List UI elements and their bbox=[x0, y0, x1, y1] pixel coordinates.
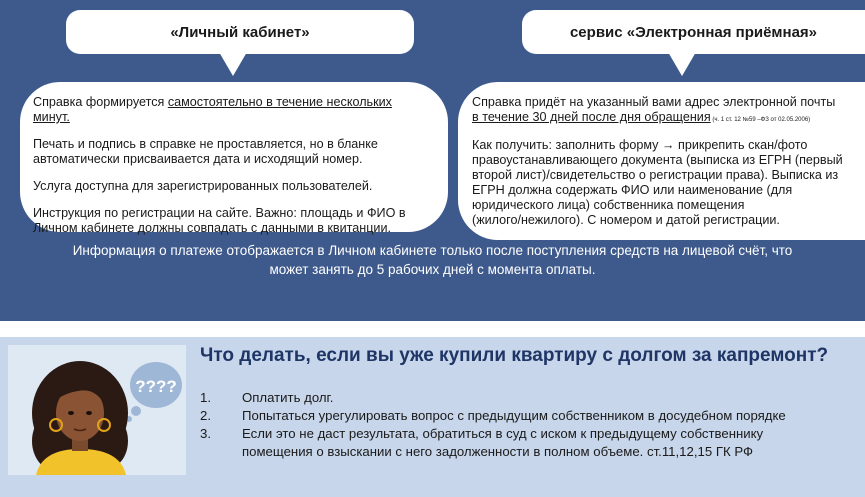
personal-account-info-bubble bbox=[20, 82, 448, 235]
personal-account-para-4 bbox=[33, 206, 443, 236]
debt-question-title: Что делать, если вы уже купили квартиру с долгом за капремонт? bbox=[200, 345, 829, 366]
list-item-number: 2. bbox=[200, 408, 211, 423]
p1-underlined: самостоятельно в течение нескольких bbox=[167, 95, 392, 109]
personal-account-para-3: Услуга доступна для зарегистрированных пользователей. bbox=[33, 179, 373, 193]
p4-line-2: Личном кабинете должны совпадать с данными в квитанции. bbox=[33, 221, 391, 235]
e-reception-title: сервис «Электронная приёмная» bbox=[569, 23, 818, 41]
list-item bbox=[200, 407, 842, 425]
r-p2-line-4: ЕГРН должна содержать ФИО или наименование (для bbox=[472, 183, 793, 197]
thought-bubble-text: ???? bbox=[135, 377, 177, 396]
p2-line-2: автоматически присваивается дата и исходящий номер. bbox=[33, 152, 363, 166]
list-item-continuation bbox=[200, 443, 842, 461]
section-divider bbox=[0, 321, 865, 337]
r-p1-line-1: Справка придёт на указанный вами адрес электронной почты bbox=[472, 95, 836, 109]
footnote-line-1: Информация о платеже отображается в Личном кабинете только после поступления средств на лицевой счёт, что bbox=[72, 243, 793, 258]
e-reception-info-bubble bbox=[458, 82, 865, 240]
r-p2-line-1: Как получить: заполнить форму → прикрепить скан/фото bbox=[472, 138, 808, 152]
e-reception-bubble-tail bbox=[668, 52, 696, 76]
r-p2-line-6: (жилого/нежилого). С номером и датой регистрации. bbox=[472, 213, 780, 227]
r-p2-line-5: юридического лица) собственника помещения bbox=[472, 198, 745, 212]
r-p2-line-3: второй лист)/свидетельство о регистрации права). Выписка из bbox=[472, 168, 839, 182]
list-item-text: помещения о взыскании с него задолженности в полном объеме. ст.11,12,15 ГК РФ bbox=[242, 444, 754, 459]
footnote-line-2: может занять до 5 рабочих дней с момента оплаты. bbox=[269, 262, 596, 277]
list-item-number-spacer bbox=[200, 443, 242, 461]
r-p1-underlined: в течение 30 дней после дня обращения bbox=[472, 110, 711, 124]
p4-line-1: Инструкция по регистрации на сайте. Важно: площадь и ФИО в bbox=[33, 206, 406, 220]
p1-text: Справка формируется bbox=[33, 95, 168, 109]
personal-account-bubble-tail bbox=[219, 52, 247, 76]
thinking-woman-icon bbox=[8, 345, 186, 475]
personal-account-para-2 bbox=[33, 137, 443, 167]
debt-faq-panel bbox=[0, 337, 865, 497]
list-item bbox=[200, 425, 842, 443]
debt-steps-list bbox=[200, 389, 842, 461]
list-item-text: Попытаться урегулировать вопрос с предыдущим собственником в досудебном порядке bbox=[242, 408, 786, 423]
personal-account-title-bubble bbox=[66, 10, 414, 54]
list-item-number: 3. bbox=[200, 426, 211, 441]
p2-line-1: Печать и подпись в справке не проставляется, но в бланке bbox=[33, 137, 378, 151]
e-reception-title-bubble bbox=[522, 10, 865, 54]
personal-account-title: «Личный кабинет» bbox=[170, 23, 310, 41]
e-reception-para-2 bbox=[472, 138, 865, 228]
payment-info-footnote bbox=[0, 241, 865, 279]
e-reception-para-1 bbox=[472, 95, 865, 128]
law-reference: (ч. 1 ст. 12 №59 –ФЗ от 02.05.2006) bbox=[710, 117, 811, 123]
list-item bbox=[200, 389, 842, 407]
list-item-number: 1. bbox=[200, 390, 211, 405]
personal-account-para-1 bbox=[33, 95, 443, 125]
list-item-text: Оплатить долг. bbox=[242, 390, 334, 405]
avatar-illustration bbox=[8, 345, 186, 475]
r-p2-line-2: правоустанавливающего документа (выписка из ЕГРН (первый bbox=[472, 153, 843, 167]
list-item-text: Если это не даст результата, обратиться в суд с иском к предыдущему собственнику bbox=[242, 426, 764, 441]
p1-underlined-end: минут. bbox=[33, 110, 70, 124]
